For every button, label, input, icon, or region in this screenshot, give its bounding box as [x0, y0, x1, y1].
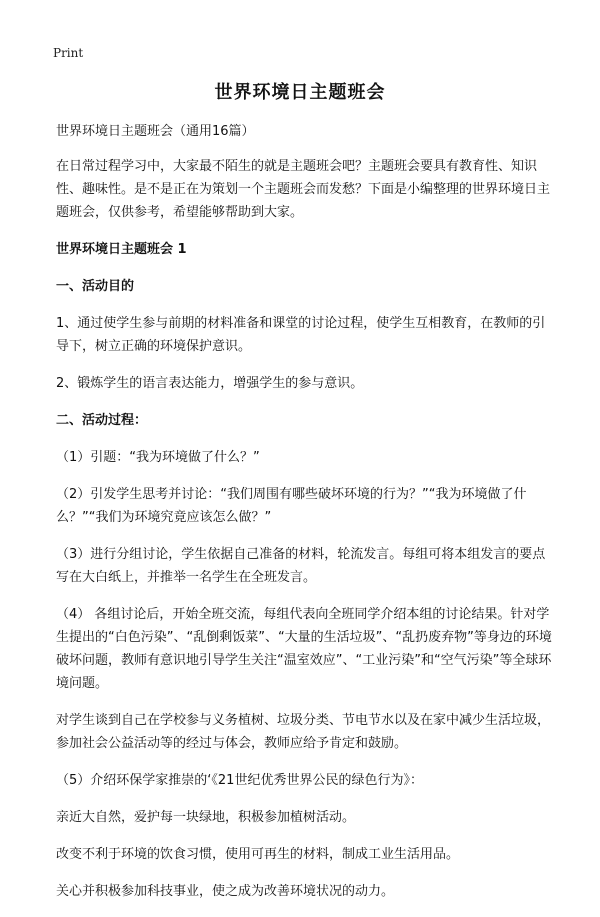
process-step-followup: 对学生谈到自己在学校参与义务植树、垃圾分类、节电节水以及在家中减少生活垃圾，参加社会公益活动等的经过与体会，教师应给予肯定和鼓励。	[56, 713, 551, 751]
process-step: （4） 各组讨论后，开始全班交流，每组代表向全班同学介绍本组的讨论结果。针对学生提出的“白色污染”、“乱倒剩饭菜”、“大量的生活垃圾”、“乱扔废弃物”等身边的环境破坏问题，教师有意识地引导学生关注“温室效应”、“工业污染”和“空气污染”等全球环境问题。	[56, 607, 552, 691]
process-step: （2）引发学生思考并讨论：“我们周围有哪些破坏环境的行为？”“我为环境做了什么？”“我们为环境究竟应该怎么做？”	[56, 487, 527, 525]
purpose-item: 2、锻炼学生的语言表达能力，增强学生的参与意识。	[56, 376, 364, 391]
purpose-item: 1、通过使学生参与前期的材料准备和课堂的讨论过程，使学生互相教育，在教师的引导下，树立正确的环境保护意识。	[56, 316, 546, 354]
green-action-item: 关心并积极参加科技事业，使之成为改善环境状况的动力。	[56, 884, 395, 899]
process-step: （5）介绍环保学家推崇的‘《21世纪优秀世界公民的绿色行为》：	[56, 773, 423, 788]
print-link[interactable]: Print	[53, 46, 84, 60]
section-title: 世界环境日主题班会 1	[56, 242, 187, 257]
document-body	[56, 120, 558, 917]
purpose-heading: 一、活动目的	[56, 279, 135, 294]
green-action-item: 亲近大自然，爱护每一块绿地，积极参加植树活动。	[56, 810, 356, 825]
intro-paragraph: 在日常过程学习中，大家最不陌生的就是主题班会吧？主题班会要具有教育性、知识性、趣味性。是不是正在为策划一个主题班会而发愁？下面是小编整理的世界环境日主题班会，仅供参考，希望能够帮助到大家。	[56, 159, 551, 220]
process-heading: 二、活动过程：	[56, 413, 148, 428]
page-title: 世界环境日主题班会	[214, 82, 386, 103]
green-action-item: 改变不利于环境的饮食习惯，使用可再生的材料，制成工业生活用品。	[56, 847, 460, 862]
document-subtitle: 世界环境日主题班会（通用16篇）	[56, 124, 255, 139]
process-step: （1）引题：“我为环境做了什么？”	[56, 450, 260, 465]
process-step: （3）进行分组讨论，学生依据自己准备的材料，轮流发言。每组可将本组发言的要点写在大白纸上，并推举一名学生在全班发言。	[56, 547, 546, 585]
